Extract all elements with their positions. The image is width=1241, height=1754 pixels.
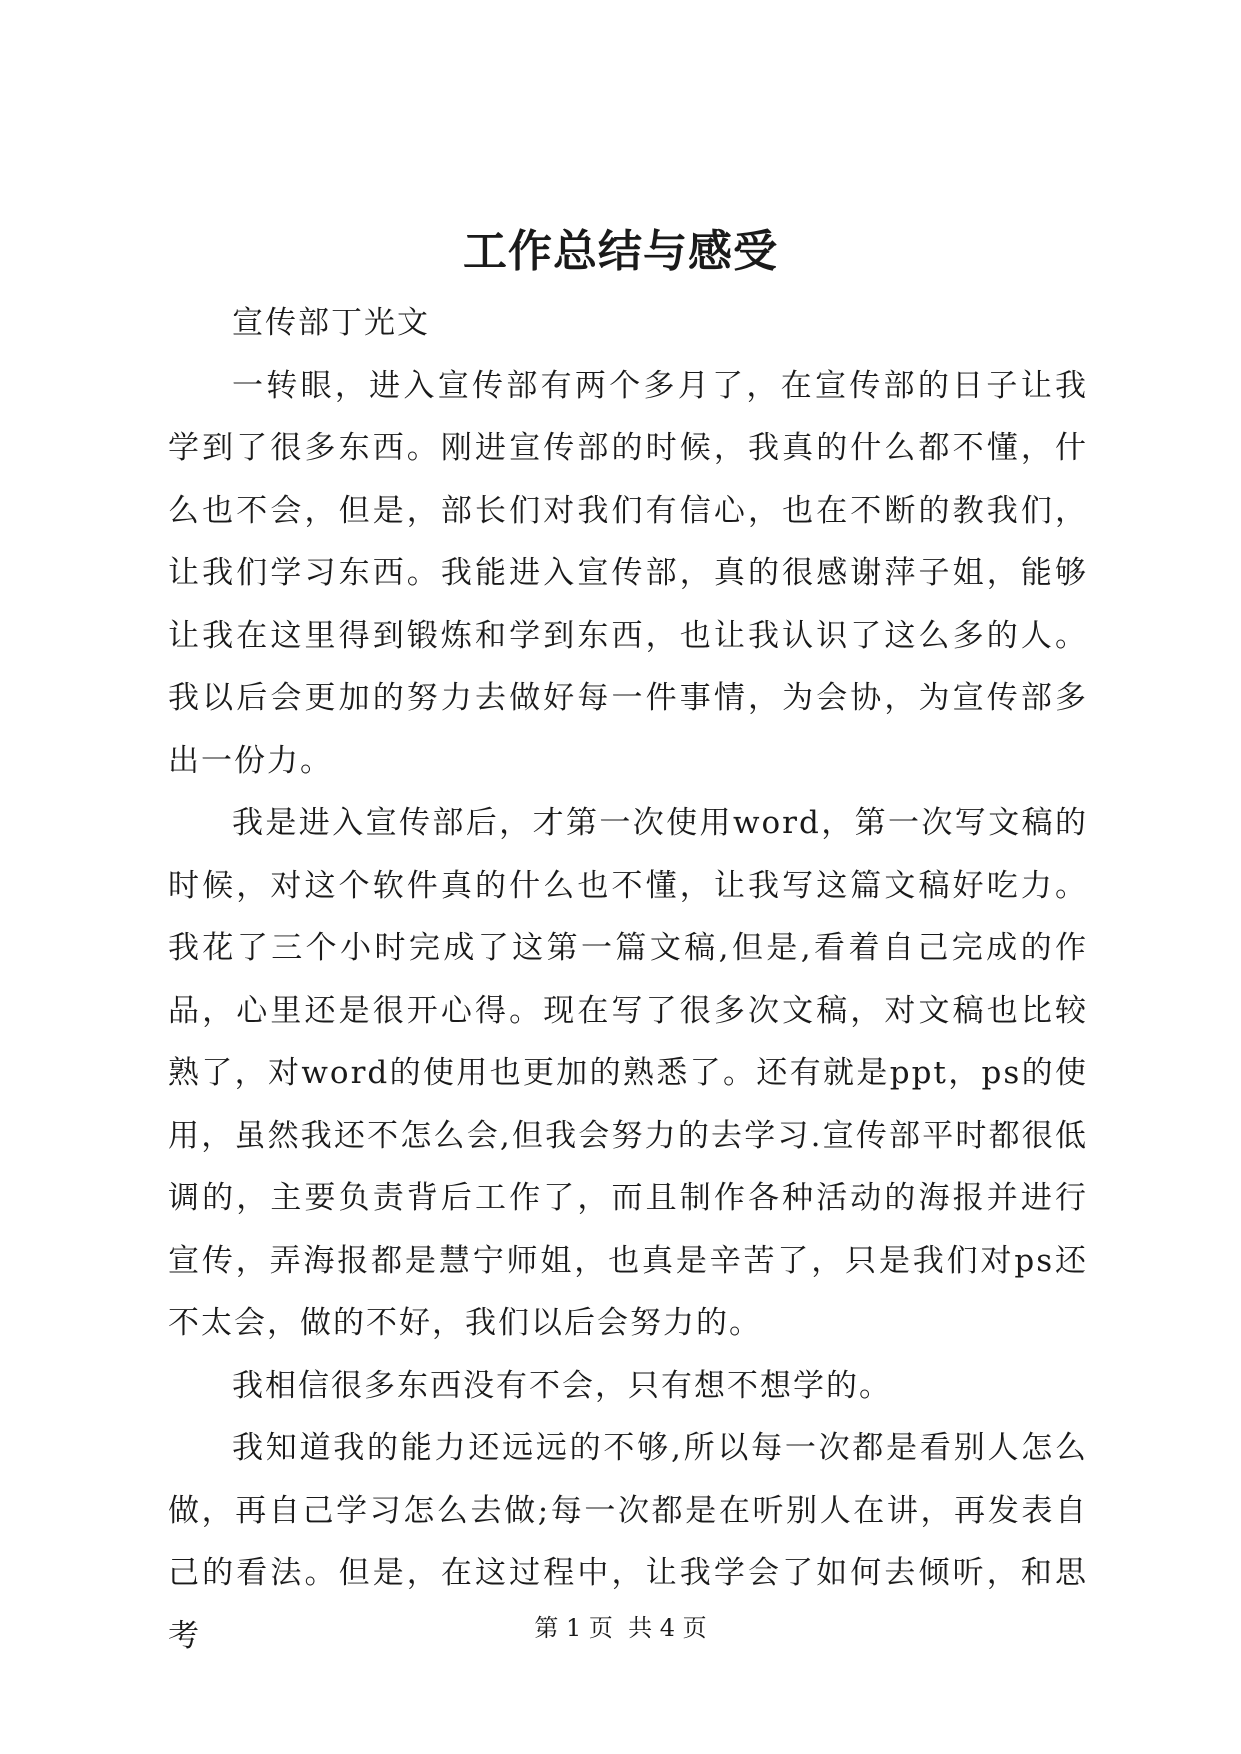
paragraph-3: 我相信很多东西没有不会，只有想不想学的。 bbox=[232, 1367, 892, 1404]
paragraph-1: 一转眼，进入宣传部有两个多月了，在宣传部的日子让我学到了很多东西。刚进宣传部的时候，我真的什么都不懂，什么也不会，但是，部长们对我们有信心，也在不断的教我们，让我们学习东西。我能进入宣传部，真的很感谢萍子姐，能够让我在这里得到锻炼和学到东西，也让我认识了这么多的人。我以后会更加的努力去做好每一件事情，为会协，为宣传部多出一份力。 bbox=[168, 367, 1088, 779]
author-line: 宣传部丁光文 bbox=[232, 305, 430, 341]
document-title: 工作总结与感受 bbox=[463, 226, 778, 277]
document-body bbox=[168, 292, 1088, 1667]
paragraph-4: 我知道我的能力还远远的不够,所以每一次都是看别人怎么做，再自己学习怎么去做;每一次都是在听别人在讲，再发表自己的看法。但是，在这过程中，让我学会了如何去倾听，和思考 bbox=[168, 1430, 1088, 1654]
page-number: 第 1 页 共 4 页 bbox=[534, 1614, 707, 1642]
page-footer bbox=[0, 1612, 1241, 1644]
paragraph-2: 我是进入宣传部后，才第一次使用word，第一次写文稿的时候，对这个软件真的什么也不懂，让我写这篇文稿好吃力。我花了三个小时完成了这第一篇文稿,但是,看着自己完成的作品，心里还是很开心得。现在写了很多次文稿，对文稿也比较熟了，对word的使用也更加的熟悉了。还有就是ppt，ps的使用，虽然我还不怎么会,但我会努力的去学习.宣传部平时都很低调的，主要负责背后工作了，而且制作各种活动的海报并进行宣传，弄海报都是慧宁师姐，也真是辛苦了，只是我们对ps还不太会，做的不好，我们以后会努力的。 bbox=[168, 805, 1088, 1341]
